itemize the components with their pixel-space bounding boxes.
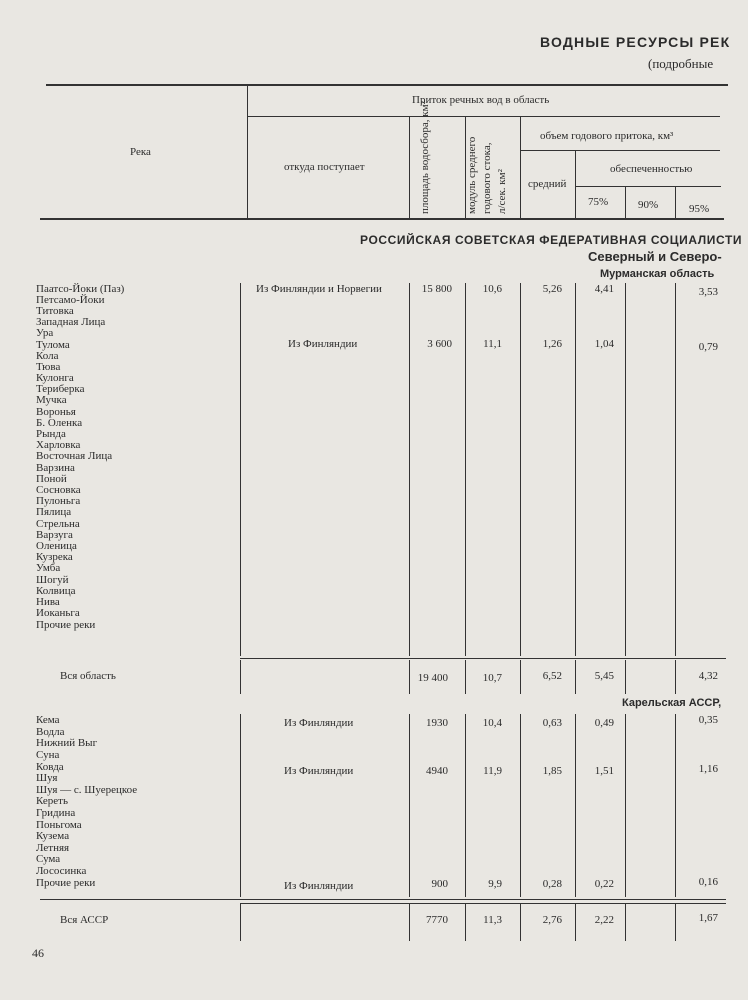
river-name: Лососинка — [36, 865, 87, 877]
modul-cell: 10,6 — [482, 283, 502, 295]
total-label: Вся АССР — [60, 914, 109, 926]
source-cell: Из Финляндии и Норвегии — [256, 283, 382, 295]
col-divider — [575, 903, 576, 941]
p95-cell: 0,16 — [698, 876, 718, 888]
p95-cell: 3,53 — [698, 286, 718, 298]
col-divider — [675, 283, 676, 656]
header-otkuda: откуда поступает — [284, 161, 365, 173]
mean-cell: 0,63 — [542, 717, 562, 729]
page-number: 46 — [32, 946, 44, 960]
col-divider — [409, 283, 410, 656]
col-divider — [465, 660, 466, 694]
header-rule — [575, 186, 721, 187]
river-name: Кузрека — [36, 551, 73, 563]
header-p75: 75% — [588, 196, 609, 208]
col-divider — [625, 186, 626, 218]
col-divider — [240, 714, 241, 897]
mean-total: 6,52 — [542, 670, 562, 682]
modul-cell: 11,9 — [483, 765, 502, 777]
region-title: Северный и Северо- — [588, 249, 722, 264]
p95-total: 1,67 — [698, 912, 718, 924]
header-obespech: обеспеченностью — [610, 163, 693, 175]
area-cell: 3 600 — [427, 338, 452, 350]
col-divider — [675, 903, 676, 941]
river-name: Водла — [36, 726, 65, 738]
col-divider — [520, 116, 521, 218]
header-pritok: Приток речных вод в область — [412, 94, 550, 106]
river-name: Гридина — [36, 807, 76, 819]
mean-cell: 1,85 — [542, 765, 562, 777]
area-cell: 15 800 — [421, 283, 452, 295]
river-name: Кереть — [36, 795, 69, 807]
river-name: Иоканьга — [36, 607, 80, 619]
river-name: Прочие реки — [36, 619, 96, 631]
col-divider — [465, 714, 466, 897]
area-total: 19 400 — [417, 672, 448, 684]
table-top-rule — [46, 84, 728, 86]
p75-cell: 1,51 — [594, 765, 614, 777]
river-name: Нижний Выг — [36, 737, 98, 749]
river-name: Харловка — [36, 439, 81, 451]
river-name: Западная Лица — [36, 316, 106, 328]
col-divider — [409, 714, 410, 897]
col-divider — [409, 116, 410, 218]
mean-cell: 5,26 — [542, 283, 562, 295]
header-modul-2: годового стока, — [481, 142, 493, 214]
p95-cell: 0,35 — [698, 714, 718, 726]
river-name: Ура — [36, 327, 54, 339]
river-name: Титовка — [36, 305, 74, 317]
col-divider — [625, 714, 626, 897]
col-divider — [675, 186, 676, 218]
section-title: РОССИЙСКАЯ СОВЕТСКАЯ ФЕДЕРАТИВНАЯ СОЦИАЛИСТИ — [360, 233, 743, 247]
col-divider — [575, 660, 576, 694]
river-name: Прочие реки — [36, 877, 96, 889]
p75-cell: 0,22 — [594, 878, 614, 890]
area-cell: 1930 — [426, 717, 448, 729]
river-name: Оленица — [36, 540, 77, 552]
total-label: Вся область — [60, 670, 116, 682]
river-name: Рында — [36, 428, 66, 440]
col-divider — [247, 84, 248, 218]
p95-total: 4,32 — [698, 670, 718, 682]
total-rule — [240, 903, 726, 904]
river-name: Колвица — [36, 585, 76, 597]
source-cell: Из Финляндии — [284, 880, 354, 892]
river-name: Паатсо-Йоки (Паз) — [36, 283, 125, 295]
river-name: Ковда — [36, 761, 64, 773]
header-ploshchad: площадь водосбора, км² — [419, 101, 431, 214]
header-p95: 95% — [689, 203, 710, 215]
col-divider — [520, 660, 521, 694]
river-name: Тюва — [36, 361, 61, 373]
p75-cell: 1,04 — [594, 338, 614, 350]
header-reka: Река — [130, 146, 151, 158]
river-name: Шуя — [36, 772, 58, 784]
river-name: Нива — [36, 596, 60, 608]
source-cell: Из Финляндии — [284, 765, 354, 777]
p95-cell: 0,79 — [698, 341, 718, 353]
river-name: Поной — [36, 473, 67, 485]
river-name: Кола — [36, 350, 59, 362]
modul-total: 11,3 — [483, 914, 502, 926]
col-divider — [675, 714, 676, 897]
mean-cell: 0,28 — [542, 878, 562, 890]
col-divider — [625, 283, 626, 656]
river-name: Тулома — [36, 339, 70, 351]
river-name: Сосновка — [36, 484, 81, 496]
river-name: Кулонга — [36, 372, 74, 384]
mean-total: 2,76 — [542, 914, 562, 926]
river-name: Варзина — [36, 462, 75, 474]
col-divider — [625, 903, 626, 941]
modul-total: 10,7 — [482, 672, 502, 684]
col-divider — [240, 660, 241, 694]
header-modul-1: модуль среднего — [466, 136, 478, 214]
murmansk-title: Мурманская область — [600, 268, 715, 280]
page-subtitle: (подробные — [648, 56, 714, 71]
col-divider — [520, 714, 521, 897]
col-divider — [465, 903, 466, 941]
river-name: Мучка — [36, 394, 67, 406]
river-name: Шогуй — [36, 574, 69, 586]
header-sredniy: средний — [528, 178, 567, 190]
river-name: Петсамо-Йоки — [36, 294, 105, 306]
river-name: Сума — [36, 853, 61, 865]
river-name: Шуя — с. Шуерецкое — [36, 784, 138, 796]
col-divider — [575, 714, 576, 897]
mean-cell: 1,26 — [542, 338, 562, 350]
area-total: 7770 — [426, 914, 448, 926]
river-name: Умба — [36, 562, 61, 574]
header-obem: объем годового притока, км³ — [540, 130, 674, 142]
total-rule — [40, 899, 726, 900]
river-name: Териберка — [36, 383, 85, 395]
modul-cell: 9,9 — [488, 878, 502, 890]
col-divider — [575, 150, 576, 218]
header-p90: 90% — [638, 199, 659, 211]
river-name: Куземa — [36, 830, 70, 842]
header-bottom-rule — [40, 218, 724, 220]
col-divider — [675, 660, 676, 694]
p75-cell: 4,41 — [594, 283, 614, 295]
river-name: Восточная Лица — [36, 450, 113, 462]
river-name: Воронья — [36, 406, 76, 418]
area-cell: 4940 — [426, 765, 448, 777]
source-cell: Из Финляндии — [288, 338, 358, 350]
p75-total: 2,22 — [594, 914, 614, 926]
river-name: Пулоньга — [36, 495, 81, 507]
p95-cell: 1,16 — [698, 763, 718, 775]
karelia-title: Карельская АССР, — [622, 697, 722, 709]
col-divider — [625, 660, 626, 694]
col-divider — [240, 903, 241, 941]
river-name: Летняя — [36, 842, 70, 854]
total-rule — [240, 658, 726, 659]
header-rule — [520, 150, 720, 151]
page-title: ВОДНЫЕ РЕСУРСЫ РЕК — [540, 34, 731, 50]
river-name: Суна — [36, 749, 60, 761]
modul-cell: 11,1 — [483, 338, 502, 350]
river-name: Стрельна — [36, 518, 80, 530]
river-name: Б. Оленка — [36, 417, 83, 429]
col-divider — [240, 283, 241, 656]
col-divider — [409, 660, 410, 694]
river-name: Поньгома — [36, 819, 82, 831]
river-name: Варзуга — [36, 529, 73, 541]
p75-total: 5,45 — [594, 670, 614, 682]
col-divider — [409, 903, 410, 941]
header-modul-3: л/сек. км² — [496, 169, 508, 214]
p75-cell: 0,49 — [594, 717, 614, 729]
area-cell: 900 — [431, 878, 448, 890]
modul-cell: 10,4 — [482, 717, 502, 729]
col-divider — [520, 283, 521, 656]
river-name: Кема — [36, 714, 60, 726]
col-divider — [520, 903, 521, 941]
river-name: Пялица — [36, 506, 72, 518]
source-cell: Из Финляндии — [284, 717, 354, 729]
